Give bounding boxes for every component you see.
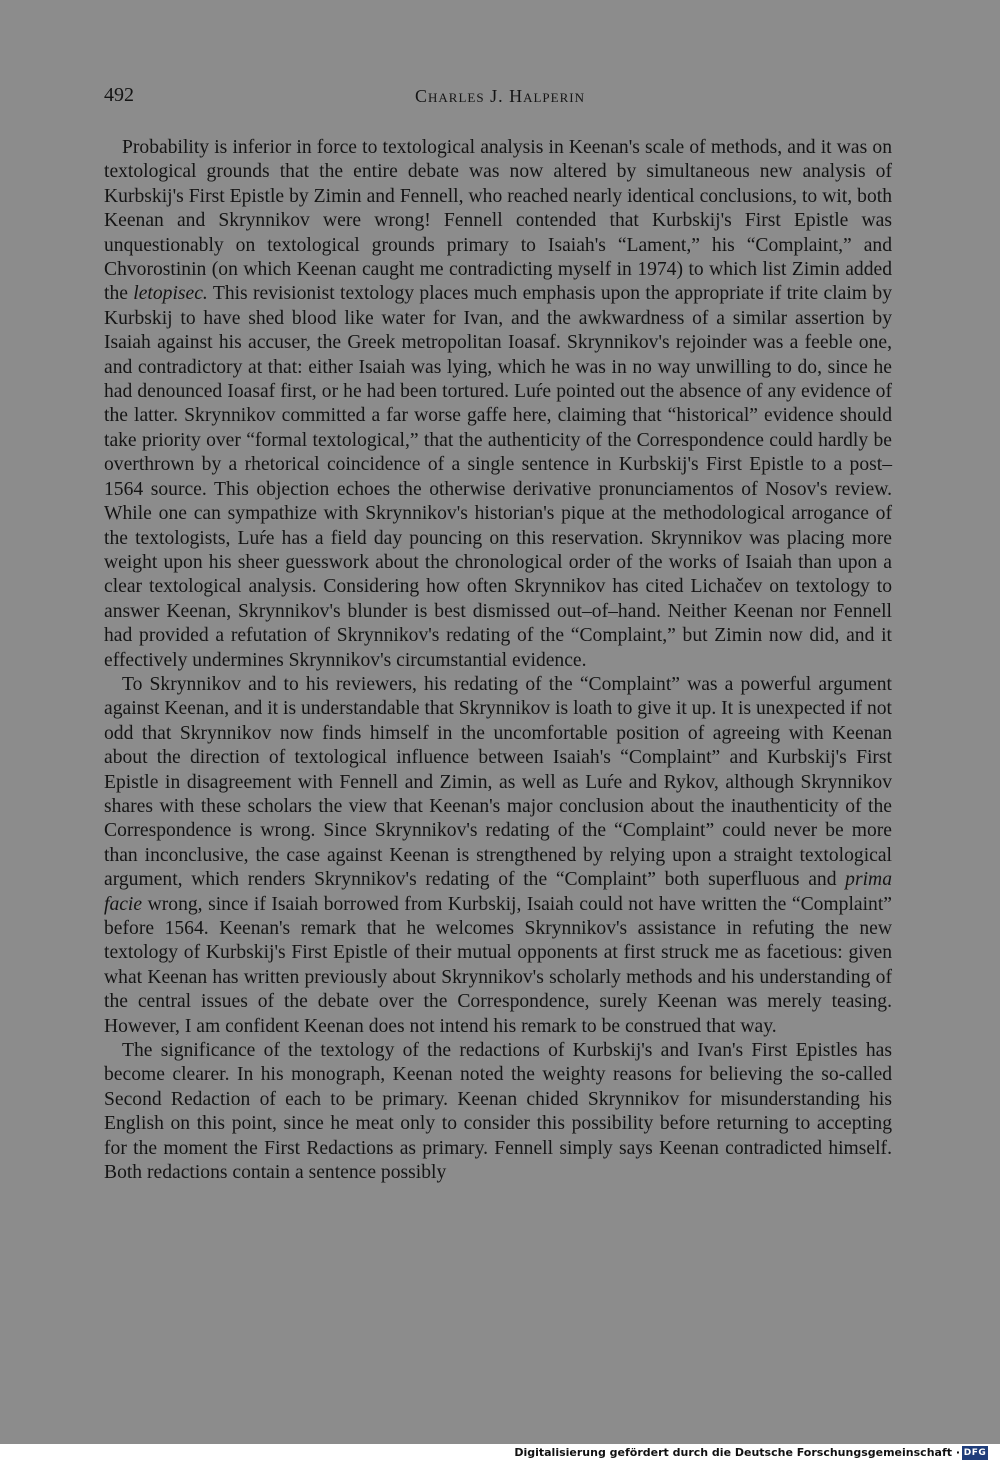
- italic-segment: prima facie: [104, 869, 892, 915]
- footer-credit: Digitalisierung gefördert durch die Deutsche Forschungsgemeinschaft ·: [514, 1446, 960, 1459]
- italic-segment: letopisec.: [133, 283, 208, 305]
- running-head: Charles J. Halperin: [415, 86, 585, 106]
- body-text: [104, 136, 892, 1185]
- paragraph: [104, 1039, 892, 1185]
- text-segment: To Skrynnikov and to his reviewers, his redating of the “Complaint” was a powerful argument against Keenan, and it is understandable that Skrynnikov is loath to give it up. It is unexpected if not odd that Skrynnikov now finds himself in the uncomfortable position of agreeing with Keenan about the direction of textological influence between Isaiah's “Complaint” and Kurbskij's First Epistle in disagreement with Fennell and Zimin, as well as Luŕe and Rykov, although Skrynnikov shares with these scholars the view that Keenan's major conclusion about the inauthenticity of the Correspondence is wrong. Since Skrynnikov's redating of the “Complaint” could never be more than inconclusive, the case against Keenan is strengthened by relying upon a straight textological argument, which renders Skrynnikov's redating of the “Complaint” both superfluous and: [104, 673, 892, 891]
- text-segment: wrong, since if Isaiah borrowed from Kurbskij, Isaiah could not have written the “Complaint” before 1564. Keenan's remark that he welcomes Skrynnikov's assistance in refuting the new textology of Kurbskij's First Epistle of their mutual opponents at first struck me as facetious: given what Keenan has written previously about Skrynnikov's scholarly methods and his understanding of the central issues of the debate over the Correspondence, surely Keenan was merely teasing. However, I am confident Keenan does not intend his remark to be construed that way.: [104, 893, 892, 1037]
- page-number: 492: [104, 84, 134, 106]
- dfg-logo: DFG: [963, 1448, 987, 1458]
- text-segment: Probability is inferior in force to textological analysis in Keenan's scale of methods, and it was on textological grounds that the entire debate was now altered by simultaneous new analysis of Kurbskij's First Epistle by Zimin and Fennell, who reached nearly identical conclusions, to wit, both Keenan and Skrynnikov were wrong! Fennell contended that Kurbskij's First Epistle was unquestionably on textological grounds primary to Isaiah's “Lament,” his “Complaint,” and Chvorostinin (on which Keenan caught me contradicting myself in 1974) to which list Zimin added the: [104, 137, 892, 305]
- paragraph: [104, 673, 892, 1039]
- text-segment: The significance of the textology of the redactions of Kurbskij's and Ivan's First Epistles has become clearer. In his monograph, Keenan noted the weighty reasons for believing the so-called Second Redaction of each to be primary. Keenan chided Skrynnikov for misunderstanding his English on this point, since he meat only to consider this possibility before returning to accepting for the moment the First Redactions as primary. Fennell simply says Keenan contradicted himself. Both redactions contain a sentence possibly: [104, 1040, 892, 1184]
- paragraph: [104, 136, 892, 673]
- text-segment: This revisionist textology places much emphasis upon the appropriate if trite claim by Kurbskij to have shed blood like water for Ivan, and the awkwardness of a similar assertion by Isaiah against his accuser, the Greek metropolitan Ioasaf. Skrynnikov's rejoinder was a feeble one, and contradictory at that: either Isaiah was lying, which he was in no way unwilling to do, since he had denounced Ioasaf first, or he had been tortured. Luŕe pointed out the absence of any evidence of the latter. Skrynnikov committed a far worse gaffe here, claiming that “historical” evidence should take priority over “formal textological,” that the authenticity of the Correspondence could hardly be overthrown by a rhetorical coincidence of a single sentence in Kurbskij's First Epistle to a post–1564 source. This objection echoes the otherwise derivative pronunciamentos of Nosov's review. While one can sympathize with Skrynnikov's historian's pique at the methodological arrogance of the textologists, Luŕe has a field day pouncing on this reservation. Skrynnikov was placing more weight upon his sheer guesswork about the chronological order of the works of Isaiah than upon a clear textological analysis. Considering how often Skrynnikov has cited Lichačev on textology to answer Keenan, Skrynnikov's blunder is best dismissed out–of–hand. Neither Keenan nor Fennell had provided a refutation of Skrynnikov's redating of the “Complaint,” but Zimin now did, and it effectively undermines Skrynnikov's circumstantial evidence.: [104, 283, 892, 671]
